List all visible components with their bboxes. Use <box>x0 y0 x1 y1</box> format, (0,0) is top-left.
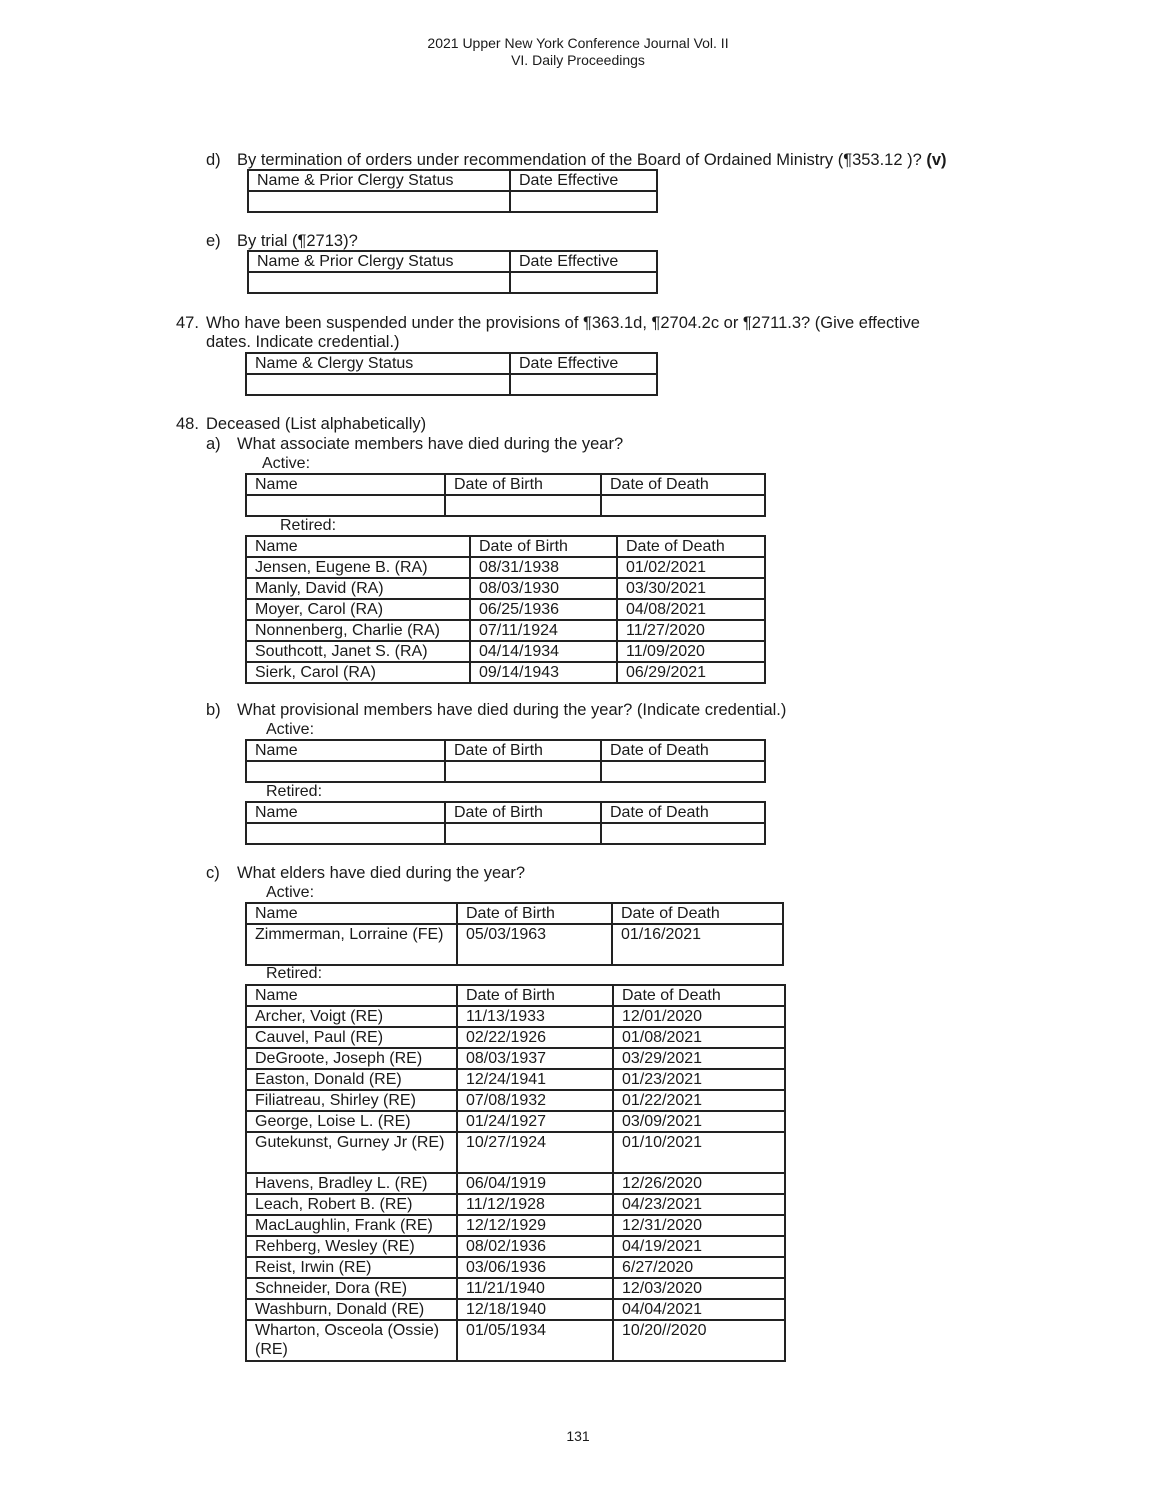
table-elders-active <box>245 902 784 966</box>
table-row: Archer, Voigt (RE) 11/13/1933 12/01/2020 <box>246 1006 785 1027</box>
table-header-row <box>248 170 657 191</box>
item-a-letter: a) <box>206 435 221 453</box>
table-row-empty <box>246 761 765 782</box>
question-47-line1: Who have been suspended under the provisions of ¶363.1d, ¶2704.2c or ¶2711.3? (Give effective <box>206 314 920 332</box>
table-row-empty <box>246 823 765 844</box>
table-row: DeGroote, Joseph (RE) 08/03/1937 03/29/2021 <box>246 1048 785 1069</box>
col-header-date-of-birth: Date of Birth <box>445 740 601 761</box>
col-header-date-of-birth: Date of Birth <box>457 985 613 1006</box>
col-header-date-of-death: Date of Death <box>617 536 765 557</box>
col-header-name: Name <box>246 985 457 1006</box>
table-row: Southcott, Janet S. (RA) 04/14/1934 11/09/2020 <box>246 641 765 662</box>
item-b-letter: b) <box>206 701 221 719</box>
table-row: Sierk, Carol (RA) 09/14/1943 06/29/2021 <box>246 662 765 683</box>
question-47-number: 47. <box>176 314 199 332</box>
item-a-active-label: Active: <box>262 455 311 472</box>
item-a-question: What associate members have died during the year? <box>237 435 624 453</box>
page-number: 131 <box>566 1428 590 1444</box>
question-47-line2: dates. Indicate credential.) <box>206 333 400 351</box>
item-b-question: What provisional members have died during the year? (Indicate credential.) <box>237 701 787 719</box>
table-row: Leach, Robert B. (RE) 11/12/1928 04/23/2021 <box>246 1194 785 1215</box>
col-header-name: Name <box>246 740 445 761</box>
table-row: Rehberg, Wesley (RE) 08/02/1936 04/19/2021 <box>246 1236 785 1257</box>
item-c-retired-label: Retired: <box>266 965 323 982</box>
table-row-empty <box>246 374 657 395</box>
col-header-date-of-death: Date of Death <box>613 985 785 1006</box>
table-row: Filiatreau, Shirley (RE) 07/08/1932 01/22/2021 <box>246 1090 785 1111</box>
table-row: George, Loise L. (RE) 01/24/1927 03/09/2021 <box>246 1111 785 1132</box>
col-header-name: Name <box>246 802 445 823</box>
question-48-text: Deceased (List alphabetically) <box>206 415 427 433</box>
table-header-row <box>248 251 657 272</box>
col-header-date-effective: Date Effective <box>510 170 657 191</box>
table-row: Wharton, Osceola (Ossie) (RE) 01/05/1934 10/20//2020 <box>246 1320 785 1361</box>
item-e-letter: e) <box>206 232 221 250</box>
table-provisional-retired <box>245 801 766 845</box>
table-provisional-active <box>245 739 766 783</box>
item-c-active-label: Active: <box>266 884 315 901</box>
col-header-date-effective: Date Effective <box>510 251 657 272</box>
table-header-row <box>246 985 785 1006</box>
table-associate-retired <box>245 535 766 684</box>
table-header-row <box>246 353 657 374</box>
item-c-question: What elders have died during the year? <box>237 864 526 882</box>
table-elders-retired <box>245 984 786 1362</box>
item-b-retired-label: Retired: <box>266 783 323 800</box>
table-header-row <box>246 802 765 823</box>
table-row: Manly, David (RA) 08/03/1930 03/30/2021 <box>246 578 765 599</box>
table-associate-active <box>245 473 766 517</box>
col-header-name: Name <box>246 536 470 557</box>
col-header-date-of-birth: Date of Birth <box>457 903 612 924</box>
table-row-empty <box>248 191 657 212</box>
table-row: Nonnenberg, Charlie (RA) 07/11/1924 11/27/2020 <box>246 620 765 641</box>
col-header-date-of-birth: Date of Birth <box>445 474 601 495</box>
col-header-name: Name <box>246 903 457 924</box>
table-header-row <box>246 474 765 495</box>
table-row: Jensen, Eugene B. (RA) 08/31/1938 01/02/2021 <box>246 557 765 578</box>
table-row: Schneider, Dora (RE) 11/21/1940 12/03/2020 <box>246 1278 785 1299</box>
col-header-date-of-death: Date of Death <box>601 740 765 761</box>
col-header-name: Name & Prior Clergy Status <box>248 251 510 272</box>
col-header-name: Name & Clergy Status <box>246 353 510 374</box>
col-header-date-of-death: Date of Death <box>601 474 765 495</box>
table-suspended <box>245 352 658 396</box>
item-d-letter: d) <box>206 151 221 169</box>
item-d-question <box>237 150 947 170</box>
table-header-row <box>246 903 783 924</box>
col-header-date-of-death: Date of Death <box>601 802 765 823</box>
table-row: Zimmerman, Lorraine (FE) 05/03/1963 01/16/2021 <box>246 924 783 965</box>
col-header-date-of-birth: Date of Birth <box>445 802 601 823</box>
table-row: Reist, Irwin (RE) 03/06/1936 6/27/2020 <box>246 1257 785 1278</box>
table-row: Havens, Bradley L. (RE) 06/04/1919 12/26/2020 <box>246 1173 785 1194</box>
table-row: Moyer, Carol (RA) 06/25/1936 04/08/2021 <box>246 599 765 620</box>
table-termination-orders <box>247 169 658 213</box>
item-d-text: By termination of orders under recommendation of the Board of Ordained Ministry (¶353.12 )? <box>237 151 927 169</box>
col-header-name: Name & Prior Clergy Status <box>248 170 510 191</box>
running-header-title: 2021 Upper New York Conference Journal Vol. II <box>427 35 729 51</box>
col-header-date-of-death: Date of Death <box>612 903 783 924</box>
item-d-vote-marker: (v) <box>926 151 947 169</box>
question-48-number: 48. <box>176 415 199 433</box>
col-header-name: Name <box>246 474 445 495</box>
col-header-date-of-birth: Date of Birth <box>470 536 617 557</box>
table-row: Cauvel, Paul (RE) 02/22/1926 01/08/2021 <box>246 1027 785 1048</box>
table-row: MacLaughlin, Frank (RE) 12/12/1929 12/31/2020 <box>246 1215 785 1236</box>
table-header-row <box>246 536 765 557</box>
table-row: Easton, Donald (RE) 12/24/1941 01/23/2021 <box>246 1069 785 1090</box>
table-trial <box>247 250 658 294</box>
running-header-section: VI. Daily Proceedings <box>511 52 645 68</box>
item-b-active-label: Active: <box>266 721 315 738</box>
item-a-retired-label: Retired: <box>280 517 337 534</box>
item-e-question: By trial (¶2713)? <box>237 232 358 250</box>
item-c-letter: c) <box>206 864 220 882</box>
table-header-row <box>246 740 765 761</box>
table-row: Washburn, Donald (RE) 12/18/1940 04/04/2021 <box>246 1299 785 1320</box>
table-row-empty <box>248 272 657 293</box>
table-row-empty <box>246 495 765 516</box>
col-header-date-effective: Date Effective <box>510 353 657 374</box>
table-row: Gutekunst, Gurney Jr (RE) 10/27/1924 01/10/2021 <box>246 1132 785 1173</box>
